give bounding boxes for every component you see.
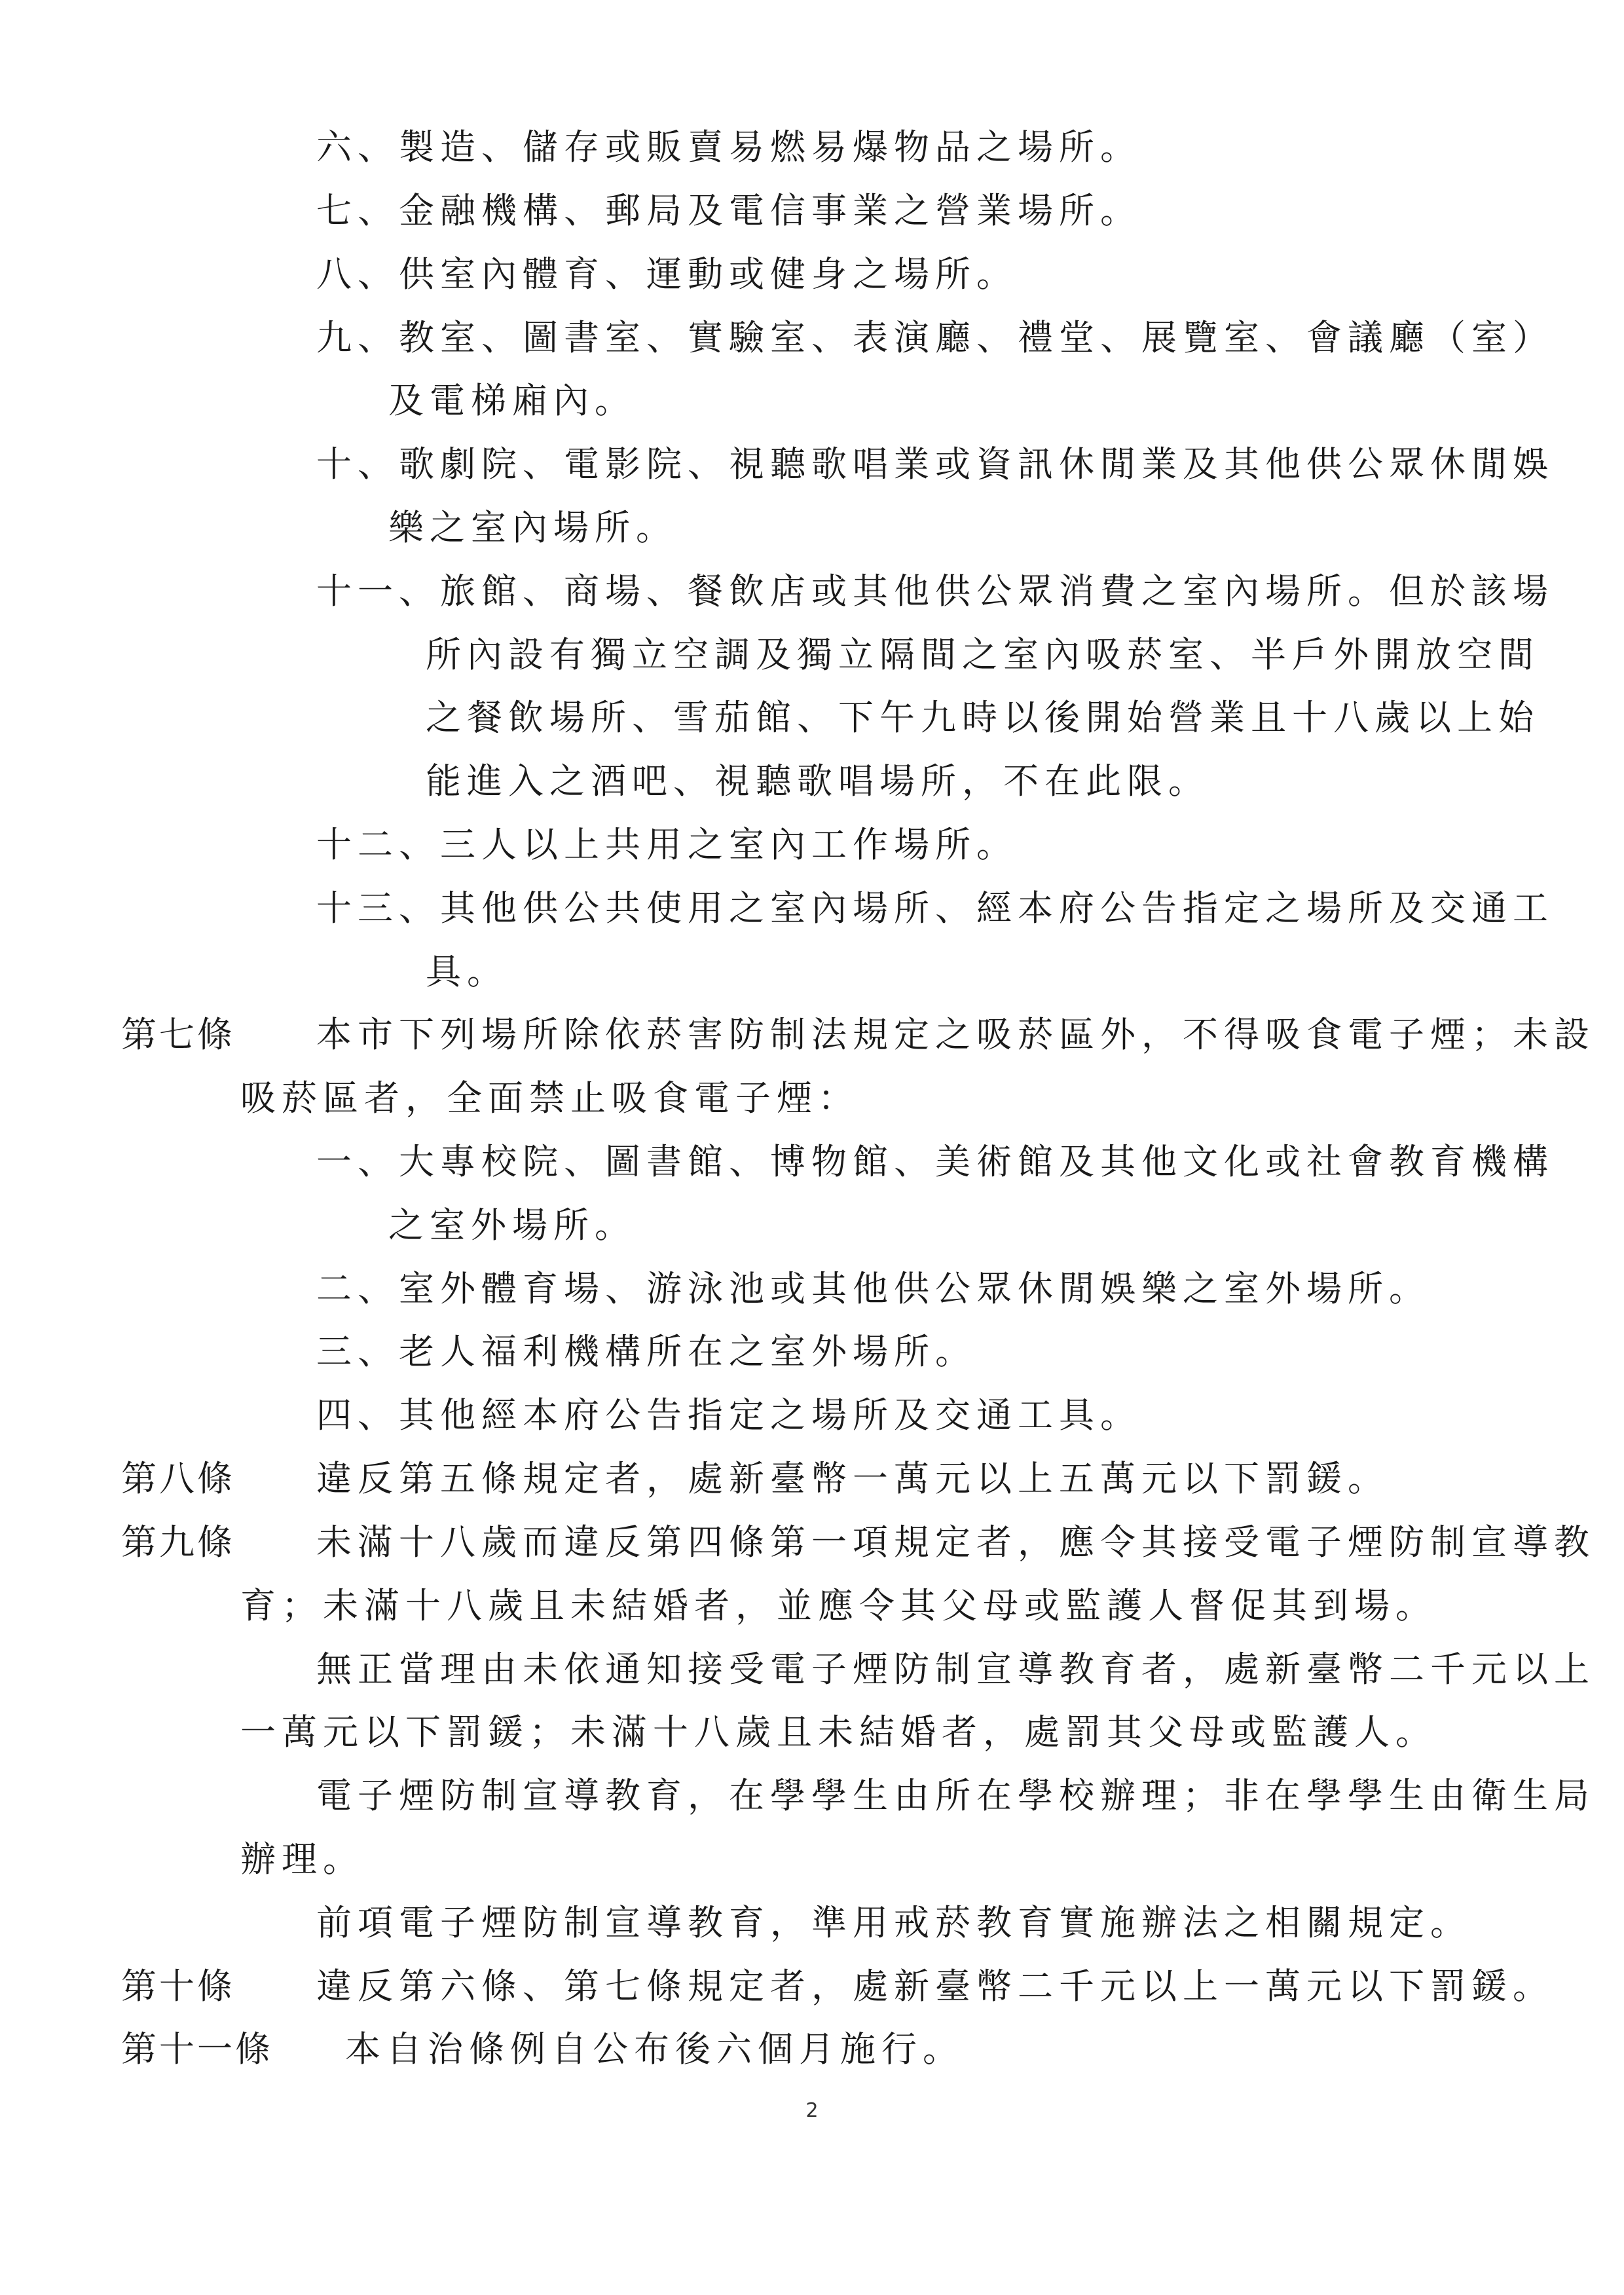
article7-item4: 四、其他經本府公告指定之場所及交通工具。 (316, 1394, 1141, 1436)
article10-line1: 違反第六條、第七條規定者，處新臺幣二千元以上一萬元以下罰鍰。 (316, 1966, 1554, 2007)
article6-item11-line2: 所內設有獨立空調及獨立隔間之室內吸菸室、半戶外開放空間 (426, 634, 1540, 675)
article10-label: 第十條 (121, 1966, 235, 2007)
article9-p3-line1: 電子煙防制宣導教育，在學學生由所在學校辦理；非在學學生由衛生局 (316, 1775, 1595, 1816)
article7-item3: 三、老人福利機構所在之室外場所。 (316, 1331, 976, 1372)
article6-item10-line1: 十、歌劇院、電影院、視聽歌唱業或資訊休閒業及其他供公眾休閒娛 (316, 443, 1554, 485)
article6-item9-line1: 九、教室、圖書室、實驗室、表演廳、禮堂、展覽室、會議廳（室） (316, 317, 1554, 358)
article11-line1: 本自治條例自公布後六個月施行。 (345, 2028, 964, 2070)
article7-line1: 本市下列場所除依菸害防制法規定之吸菸區外，不得吸食電子煙；未設 (316, 1014, 1595, 1055)
article6-item7: 七、金融機構、郵局及電信事業之營業場所。 (316, 190, 1141, 231)
article7-item1-line1: 一、大專校院、圖書館、博物館、美術館及其他文化或社會教育機構 (316, 1141, 1554, 1182)
article9-p1-line2: 育；未滿十八歲且未結婚者，並應令其父母或監護人督促其到場。 (240, 1585, 1437, 1626)
article9-label: 第九條 (121, 1521, 235, 1563)
article6-item13-line1: 十三、其他供公共使用之室內場所、經本府公告指定之場所及交通工 (316, 887, 1554, 929)
article6-item12: 十二、三人以上共用之室內工作場所。 (316, 824, 1018, 865)
article6-item11-line1: 十一、旅館、商場、餐飲店或其他供公眾消費之室內場所。但於該場 (316, 570, 1554, 612)
article8-label: 第八條 (121, 1458, 235, 1499)
article6-item10-line2: 樂之室內場所。 (388, 507, 677, 548)
article9-p4-line1: 前項電子煙防制宣導教育，準用戒菸教育實施辦法之相關規定。 (316, 1902, 1471, 1943)
page-number: 2 (805, 2099, 819, 2122)
article11-label: 第十一條 (121, 2028, 273, 2070)
article6-item8: 八、供室內體育、運動或健身之場所。 (316, 253, 1018, 295)
article6-item11-line3: 之餐飲場所、雪茄館、下午九時以後開始營業且十八歲以上始 (426, 697, 1540, 738)
article9-p3-line2: 辦理。 (240, 1838, 364, 1880)
article7-line2: 吸菸區者，全面禁止吸食電子煙： (240, 1077, 859, 1119)
article6-item13-line2: 具。 (426, 951, 508, 992)
article6-item11-line4: 能進入之酒吧、視聽歌唱場所，不在此限。 (426, 760, 1209, 802)
article8-line1: 違反第五條規定者，處新臺幣一萬元以上五萬元以下罰鍰。 (316, 1458, 1389, 1499)
article9-p1-line1: 未滿十八歲而違反第四條第一項規定者，應令其接受電子煙防制宣導教 (316, 1521, 1595, 1563)
article7-item1-line2: 之室外場所。 (388, 1204, 636, 1246)
article7-item2: 二、室外體育場、游泳池或其他供公眾休閒娛樂之室外場所。 (316, 1268, 1430, 1309)
article6-item6: 六、製造、儲存或販賣易燃易爆物品之場所。 (316, 126, 1141, 168)
article6-item9-line2: 及電梯廂內。 (388, 380, 636, 421)
article9-p2-line2: 一萬元以下罰鍰；未滿十八歲且未結婚者，處罰其父母或監護人。 (240, 1711, 1437, 1753)
article7-label: 第七條 (121, 1014, 235, 1055)
article9-p2-line1: 無正當理由未依通知接受電子煙防制宣導教育者，處新臺幣二千元以上 (316, 1649, 1595, 1690)
